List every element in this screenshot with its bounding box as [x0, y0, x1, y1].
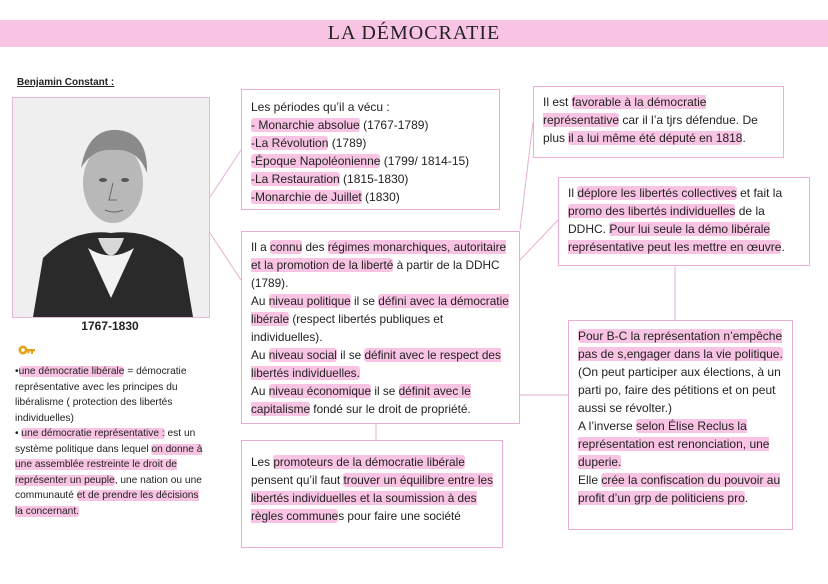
period-item: - Monarchie absolue (1767-1789): [251, 118, 429, 132]
favorable-box: Il est favorable à la démocratie représentative car il l’a tjrs défendue. De plus il a lui même été député en 1818.: [533, 86, 784, 158]
periods-box: [241, 89, 500, 210]
period-item: -Époque Napoléonienne (1799/ 1814-15): [251, 154, 470, 168]
definition-liberal: •une démocratie libérale = démocratie représentative avec les principes du libéralisme ( protection des libertés individuelles): [15, 366, 187, 424]
period-item: -La Révolution (1789): [251, 136, 367, 150]
subject-heading: Benjamin Constant :: [17, 77, 115, 88]
definition-representative: • une démocratie représentative : est un système politique dans lequel on donne à une assemblée restreinte le droit de représenter un peuple, une nation ou une communauté et de prendre les décisions la concernant.: [15, 428, 203, 517]
known-para-4: Au niveau économique il se définit avec le capitalisme fondé sur le droit de propriété.: [251, 384, 471, 416]
known-para-1: Il a connu des régimes monarchiques, autoritaire et la promotion de la liberté à partir de la DDHC (1789).: [251, 240, 507, 290]
page-title: LA DÉMOCRATIE: [0, 20, 828, 47]
period-item: -La Restauration (1815-1830): [251, 172, 409, 186]
life-years: 1767-1830: [81, 319, 139, 333]
representation-box: Pour B-C la représentation n’empêche pas de s,engager dans la vie politique. (On peut participer aux élections, à un parti po, faire des pétitions et on peut aussi se révolter.) A l’inverse selon Élise Reclus la représentation est renonciation, une duperie. Elle crée la confiscation du pouvoir au profit d’un grp de politiciens pro.: [568, 320, 793, 530]
known-regimes-box: [241, 231, 520, 424]
promoters-box: Les promoteurs de la démocratie libérale pensent qu’il faut trouver un équilibre entre les libertés individuelles et la soumission à des règles communes pour faire une société: [241, 440, 503, 548]
key-icon: [17, 344, 37, 360]
known-para-2: Au niveau politique il se défini avec la démocratie libérale (respect libertés publiques et individuelles).: [251, 294, 509, 344]
period-item: -Monarchie de Juillet (1830): [251, 190, 400, 204]
portrait-image: [12, 97, 210, 318]
known-para-3: Au niveau social il se définit avec le respect des libertés individuelles.: [251, 348, 501, 380]
definitions: [15, 364, 205, 519]
periods-intro: Les périodes qu’il a vécu :: [251, 100, 390, 114]
deplore-box: Il déplore les libertés collectives et fait la promo des libertés individuelles de la DDHC. Pour lui seule la démo libérale représentative peut les mettre en œuvre.: [558, 177, 810, 266]
